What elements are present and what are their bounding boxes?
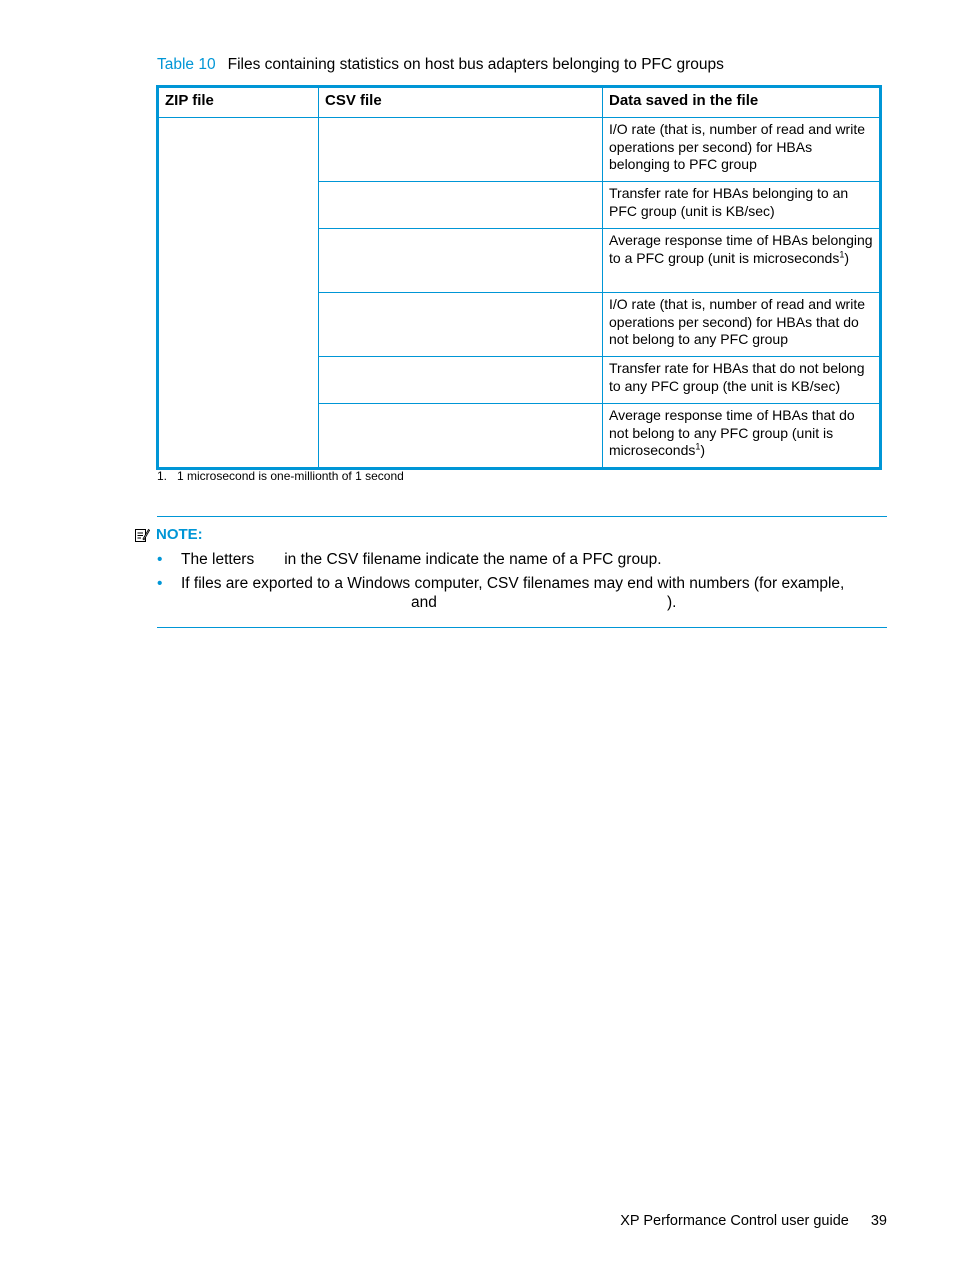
footer-title: XP Performance Control user guide	[620, 1213, 849, 1229]
csv-file-cell	[319, 229, 603, 293]
footnote-ref: 1	[695, 441, 701, 452]
note-heading	[134, 526, 203, 543]
table-title: Files containing statistics on host bus adapters belonging to PFC groups	[227, 56, 724, 73]
data-cell: Transfer rate for HBAs that do not belong to any PFC group (the unit is KB/sec)	[603, 357, 881, 404]
data-cell: Average response time of HBAs belonging to a PFC group (unit is microseconds$^1$)	[603, 229, 881, 293]
data-cell: I/O rate (that is, number of read and write operations per second) for HBAs belonging to PFC group	[603, 118, 881, 182]
csv-file-cell	[319, 293, 603, 357]
csv-file-cell	[319, 118, 603, 182]
table-number: Table 10	[157, 56, 216, 73]
header-data-saved: Data saved in the file	[603, 87, 881, 118]
csv-file-cell	[319, 404, 603, 469]
header-zip-file: ZIP file	[158, 87, 319, 118]
csv-file-cell	[319, 182, 603, 229]
footnote-ref: 1	[839, 248, 845, 259]
bullet-icon: •	[157, 551, 163, 568]
data-cell: Average response time of HBAs that do not belong to any PFC group (unit is microseconds$^1$)	[603, 404, 881, 469]
table-footnote	[157, 469, 404, 483]
note-top-rule	[157, 516, 887, 517]
note-icon	[134, 527, 150, 543]
header-csv-file: CSV file	[319, 87, 603, 118]
table-header-row	[158, 87, 881, 118]
data-cell: I/O rate (that is, number of read and write operations per second) for HBAs that do not belong to any PFC group	[603, 293, 881, 357]
table-caption	[157, 56, 724, 74]
statistics-table	[156, 85, 882, 470]
zip-file-cell	[158, 118, 319, 469]
footnote-text: 1 microsecond is one-millionth of 1 second	[177, 469, 404, 483]
note-bottom-rule	[157, 627, 887, 628]
data-cell: Transfer rate for HBAs belonging to an PFC group (unit is KB/sec)	[603, 182, 881, 229]
csv-file-cell	[319, 357, 603, 404]
page-footer	[620, 1213, 887, 1229]
note-label: NOTE:	[156, 526, 203, 543]
page-number: 39	[870, 1213, 887, 1229]
bullet-icon: •	[157, 575, 163, 592]
footnote-number: 1.	[157, 469, 168, 483]
table-row	[158, 118, 881, 182]
